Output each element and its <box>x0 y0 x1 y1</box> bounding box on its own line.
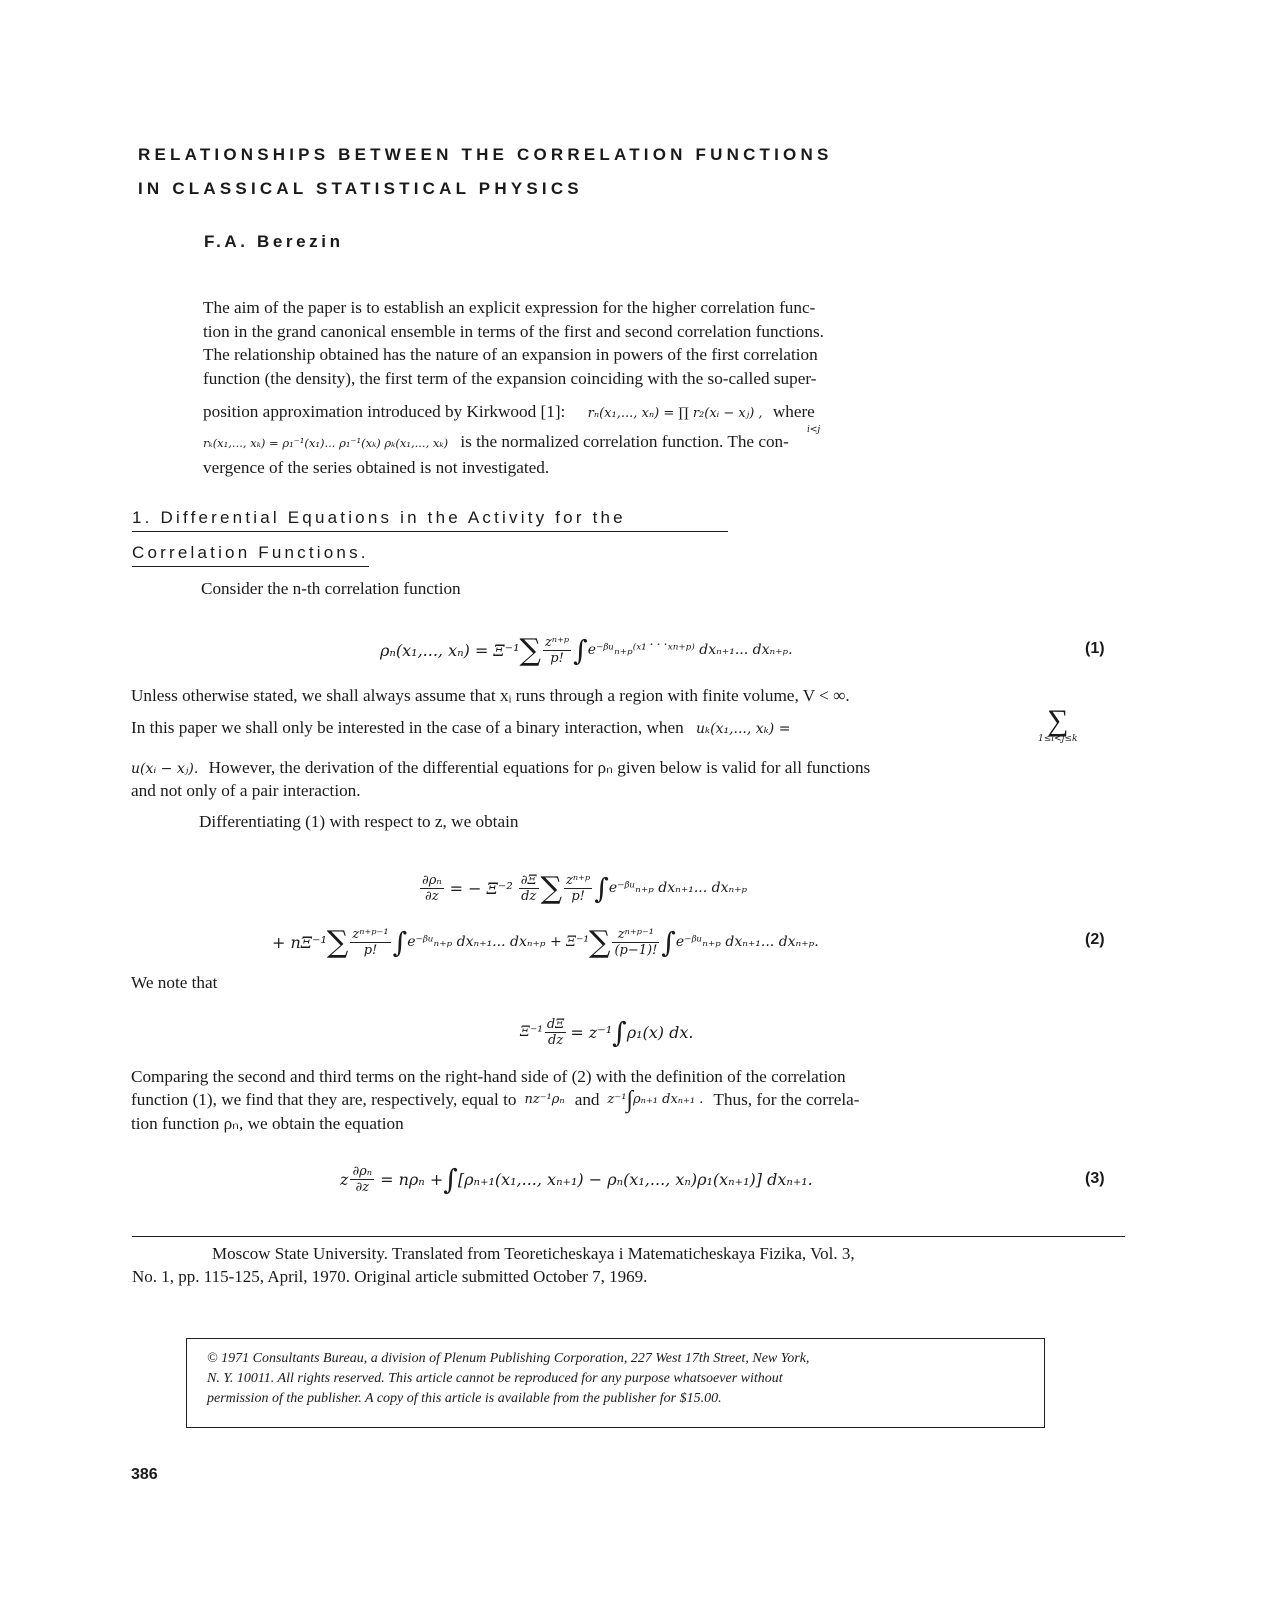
product-index: i<j <box>807 425 821 436</box>
fraction-numerator: zⁿ⁺ᵖ⁻¹ <box>612 927 659 943</box>
inline-formula: z⁻¹ <box>607 1092 627 1107</box>
paragraph-2-line-3: tion function ρₙ, we obtain the equation <box>131 1114 404 1133</box>
fraction-denominator: p! <box>363 942 378 958</box>
abstract-line <box>203 400 1038 436</box>
fraction-numerator: zⁿ⁺ᵖ⁻¹ <box>352 926 389 942</box>
copyright-text <box>207 1349 1027 1409</box>
fraction-denominator: ∂z <box>355 1179 370 1195</box>
note-term: = z⁻¹ <box>570 1022 613 1042</box>
eq2-term: + nΞ⁻¹ <box>272 932 327 952</box>
integral-symbol: ∫ <box>573 633 588 667</box>
equation-note <box>520 1004 693 1060</box>
fraction-numerator: ∂ρₙ <box>352 1163 373 1179</box>
normalized-formula: rₖ(x₁,..., xₖ) = ρ₁⁻¹(x₁)... ρ₁⁻¹(xₖ) ρₖ(x₁,..., xₖ) <box>203 435 449 450</box>
eq3-term: z <box>340 1169 349 1189</box>
paragraph-text: function (1), we find that they are, respectively, equal to <box>131 1090 517 1109</box>
abstract-line: The relationship obtained has the nature of an expansion in powers of the first correlation <box>203 345 818 365</box>
sum-over-pairs <box>1038 706 1077 744</box>
eq2-fraction <box>564 873 592 904</box>
fraction-denominator: dz <box>548 1032 564 1048</box>
paragraph-1-line-1: Unless otherwise stated, we shall always assume that xᵢ runs through a region with finite volume, V < ∞. <box>131 686 850 705</box>
eq2-fraction <box>612 927 659 958</box>
integral-symbol: ∫ <box>661 925 676 959</box>
footnote-rule <box>132 1236 1125 1237</box>
abstract-text: is the normalized correlation function. The con- <box>460 431 789 451</box>
paragraph-2-line-2 <box>131 1088 859 1112</box>
paragraph-1-line-4: and not only of a pair interaction. <box>131 781 361 800</box>
eq2-fraction <box>350 927 390 958</box>
equation-1 <box>380 620 793 680</box>
fraction-denominator: p! <box>550 650 564 666</box>
integral-symbol: ∫ <box>443 1162 458 1196</box>
integral-symbol: ∫ <box>612 1015 627 1049</box>
equation-number-3: (3) <box>1085 1170 1105 1187</box>
copyright-line-3: permission of the publisher. A copy of this article is available from the publisher for $15.00. <box>207 1391 722 1406</box>
section-heading-continued <box>132 543 369 567</box>
eq3-term: = nρₙ + <box>380 1169 444 1189</box>
sum-index: 1≤i<j≤k <box>1038 734 1078 744</box>
affiliation-line-1: Moscow State University. Translated from Teoreticheskaya i Matematicheskaya Fizika, Vol. 3, <box>212 1244 855 1263</box>
abstract-text: where <box>772 402 815 422</box>
eq2-term: e⁻ᵝᵘₙ₊ₚ dxₙ₊₁... dxₙ₊ₚ <box>608 880 748 896</box>
fraction-numerator: ∂ρₙ <box>422 872 442 888</box>
fraction-denominator: p! <box>571 888 585 904</box>
eq2-term: e⁻ᵝᵘₙ₊ₚ dxₙ₊₁... dxₙ₊ₚ + Ξ⁻¹ <box>407 934 590 950</box>
copyright-line-2: N. Y. 10011. All rights reserved. This article cannot be reproduced for any purpose whatsoever without <box>207 1371 783 1386</box>
paper-title-line-1: RELATIONSHIPS BETWEEN THE CORRELATION FUNCTIONS <box>138 145 833 164</box>
fraction-numerator: ∂Ξ <box>520 872 537 888</box>
inline-formula: nz⁻¹ρₙ <box>524 1092 565 1107</box>
eq2-term: e⁻ᵝᵘₙ₊ₚ dxₙ₊₁... dxₙ₊ₚ. <box>675 934 819 950</box>
pair-potential-formula: u(xᵢ − xⱼ). <box>131 761 199 777</box>
inline-formula: ρₙ₊₁ dxₙ₊₁ . <box>633 1092 704 1107</box>
section-heading <box>132 508 728 532</box>
equation-number-1: (1) <box>1085 640 1105 657</box>
abstract-line: vergence of the series obtained is not investigated. <box>203 457 550 477</box>
sum-symbol: ∑ <box>589 924 611 960</box>
copyright-line-1: © 1971 Consultants Bureau, a division of Plenum Publishing Corporation, 227 West 17th Street, New York, <box>207 1351 810 1366</box>
affiliation-note <box>132 1242 1122 1288</box>
copyright-box <box>186 1338 1045 1428</box>
paragraph-text: Thus, for the correla- <box>713 1090 860 1109</box>
abstract-text: position approximation introduced by Kirkwood [1]: <box>203 402 566 422</box>
paragraph-differentiating: Differentiating (1) with respect to z, we obtain <box>199 812 519 831</box>
abstract-line: tion in the grand canonical ensemble in terms of the first and second correlation functions. <box>203 321 824 341</box>
abstract-line: function (the density), the first term of the expansion coinciding with the so-called super- <box>203 368 817 388</box>
eq1-lhs: ρₙ(x₁,..., xₙ) = Ξ⁻¹ <box>380 640 520 660</box>
paragraph-text: In this paper we shall only be interested in the case of a binary interaction, when <box>131 718 684 737</box>
abstract-line: The aim of the paper is to establish an explicit expression for the higher correlation func- <box>203 298 816 317</box>
note-fraction <box>545 1017 566 1048</box>
paper-title-line-2: IN CLASSICAL STATISTICAL PHYSICS <box>138 179 583 198</box>
paragraph-1-line-2 <box>131 716 790 741</box>
paragraph-text: and <box>574 1090 600 1109</box>
derivative-fraction <box>519 873 539 904</box>
fraction-denominator: dz <box>521 888 537 904</box>
derivative-fraction <box>350 1164 374 1195</box>
sum-symbol: ∑ <box>1047 704 1069 737</box>
section-heading-line-1: 1. Differential Equations in the Activity for the <box>132 508 728 532</box>
sum-symbol: ∑ <box>540 870 563 906</box>
fraction-denominator: ∂z <box>425 888 439 904</box>
abstract <box>203 296 1038 479</box>
eq2-term: = − Ξ⁻² <box>449 878 513 898</box>
integral-symbol: ∫ <box>392 925 408 959</box>
note-term: Ξ⁻¹ <box>520 1024 543 1040</box>
equation-number-2: (2) <box>1085 931 1105 948</box>
fraction-denominator: (p−1)! <box>614 942 658 958</box>
paragraph-text: However, the derivation of the differential equations for ρₙ given below is valid for all functions <box>208 758 871 777</box>
integral-symbol: ∫ <box>594 871 609 905</box>
affiliation-line-2: No. 1, pp. 115-125, April, 1970. Original article submitted October 7, 1969. <box>132 1267 648 1286</box>
paragraph-we-note: We note that <box>131 973 218 992</box>
note-term: ρ₁(x) dx. <box>626 1022 694 1042</box>
abstract-line <box>203 430 1038 456</box>
derivative-fraction <box>420 873 444 904</box>
fraction-numerator: zⁿ⁺ᵖ <box>566 872 591 888</box>
sum-symbol: ∑ <box>519 632 541 668</box>
kirkwood-formula: rₙ(x₁,..., xₙ) = ∏ r₂(xᵢ − xⱼ) , <box>587 406 763 422</box>
fraction-numerator: zⁿ⁺ᵖ <box>544 634 570 650</box>
interaction-formula: uₖ(x₁,..., xₖ) = <box>695 721 791 737</box>
fraction-numerator: dΞ <box>546 1016 565 1032</box>
eq1-fraction <box>543 635 571 666</box>
paragraph-1-line-3 <box>131 756 870 781</box>
paragraph-2-line-1: Comparing the second and third terms on the right-hand side of (2) with the definition of the correlation <box>131 1067 846 1086</box>
author-name: F.A. Berezin <box>204 232 344 251</box>
integral-symbol: ∫ <box>626 1087 634 1113</box>
page-number: 386 <box>131 1466 158 1483</box>
equation-2-line-1 <box>418 860 747 916</box>
equation-2-line-2 <box>272 914 819 970</box>
paragraph-consider: Consider the n-th correlation function <box>201 579 461 598</box>
eq3-term: [ρₙ₊₁(x₁,..., xₙ₊₁) − ρₙ(x₁,..., xₙ)ρ₁(xₙ₊₁)] dxₙ₊₁. <box>457 1169 813 1189</box>
sum-symbol: ∑ <box>326 924 349 960</box>
section-heading-line-2: Correlation Functions. <box>132 543 369 567</box>
eq1-rhs: e⁻ᵝᵘₙ₊ₚ⁽ˣ¹˙˙˙ˣⁿ⁺ᵖ⁾ dxₙ₊₁... dxₙ₊ₚ. <box>587 642 793 658</box>
equation-3 <box>340 1151 813 1207</box>
